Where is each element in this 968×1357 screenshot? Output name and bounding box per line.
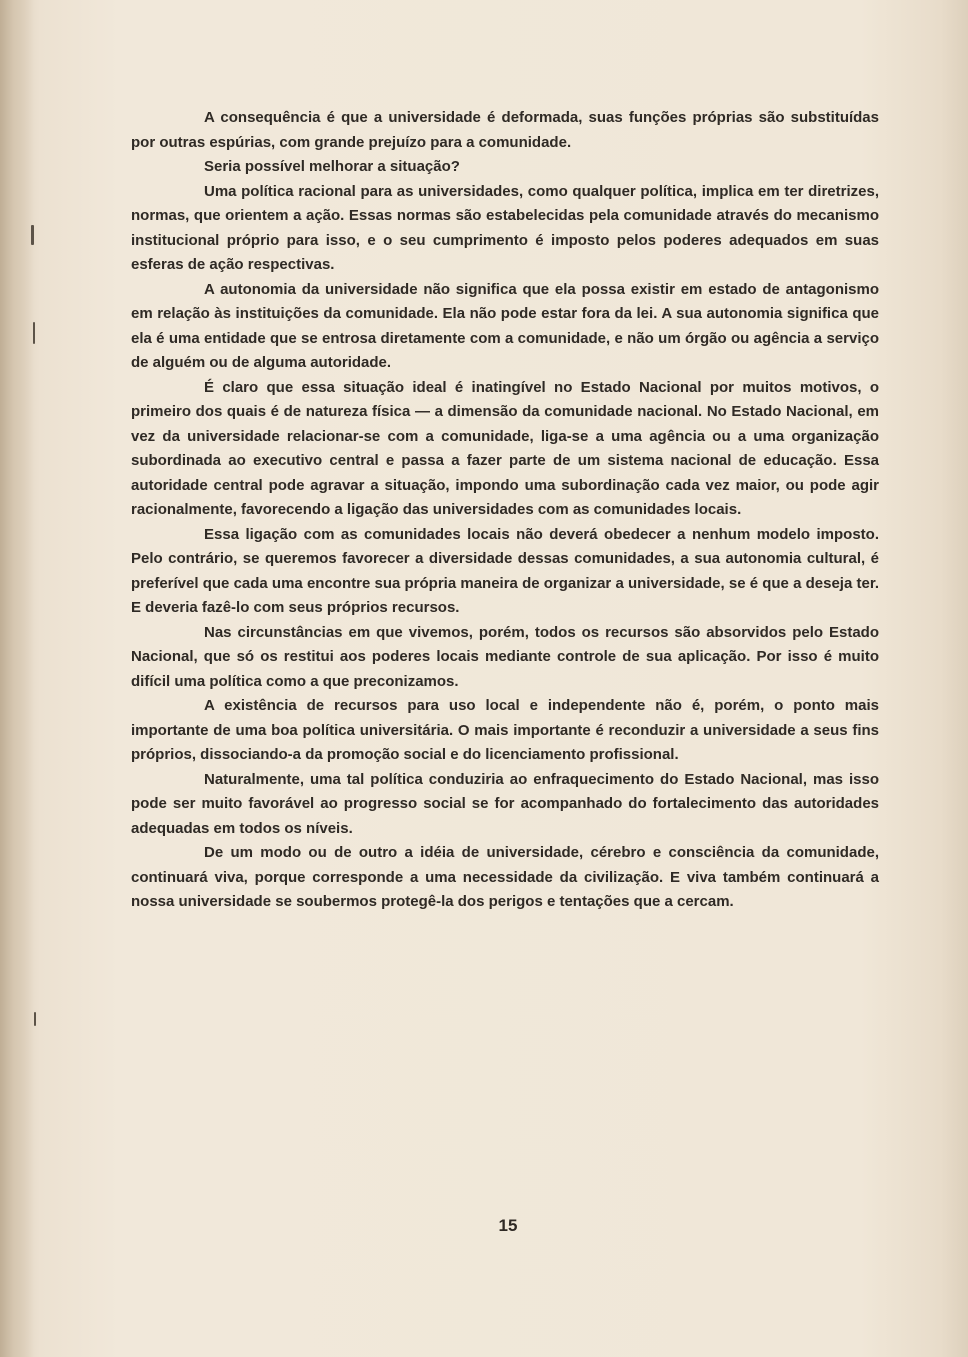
paragraph: De um modo ou de outro a idéia de universidade, cérebro e consciência da comunidade, continuará viva, porque corresponde a uma necessidade da civilização. E viva também continuará a nossa universidade se soubermos protegê-la dos perigos e tentações que a cercam.: [131, 844, 879, 910]
margin-mark: [34, 1012, 36, 1026]
paragraph: A consequência é que a universidade é deformada, suas funções próprias são substituídas por outras espúrias, com grande prejuízo para a comunidade.: [131, 109, 879, 151]
paragraph: É claro que essa situação ideal é inatingível no Estado Nacional por muitos motivos, o primeiro dos quais é de natureza física — a dimensão da comunidade nacional. No Estado Nacional, em vez da universidade relacionar-se com a comunidade, liga-se a uma agência ou a uma organização subordinada ao executivo central e passa a fazer parte de um sistema nacional de educação. Essa autoridade central pode agravar a situação, impondo uma subordinação cada vez maior, ou pode agir racionalmente, favorecendo a ligação das universidades com as comunidades locais.: [131, 378, 879, 518]
margin-mark: [31, 225, 34, 245]
paragraph: Seria possível melhorar a situação?: [204, 158, 460, 175]
page-number: 15: [498, 1216, 518, 1235]
body-text: [131, 106, 879, 915]
paragraph: Essa ligação com as comunidades locais não deverá obedecer a nenhum modelo imposto. Pelo contrário, se queremos favorecer a diversidade dessas comunidades, a sua autonomia cultural, é preferível que cada uma encontre sua própria maneira de organizar a universidade, se é que a deseja ter. E deveria fazê-lo com seus próprios recursos.: [131, 525, 879, 616]
page-spine-shadow: [0, 0, 34, 1357]
paragraph: Nas circunstâncias em que vivemos, porém, todos os recursos são absorvidos pelo Estado Nacional, que só os restitui aos poderes locais mediante controle de sua aplicação. Por isso é muito difícil uma política como a que preconizamos.: [131, 623, 879, 690]
paragraph: Uma política racional para as universidades, como qualquer política, implica em ter diretrizes, normas, que orientem a ação. Essas normas são estabelecidas pela comunidade através do mecanismo institucional próprio para isso, e o seu cumprimento é imposto pelos poderes adequados em suas esferas de ação respectivas.: [131, 182, 879, 273]
paragraph: Naturalmente, uma tal política conduziria ao enfraquecimento do Estado Nacional, mas isso pode ser muito favorável ao progresso social se for acompanhado do fortalecimento das autoridades adequadas em todos os níveis.: [131, 770, 879, 837]
paragraph: A existência de recursos para uso local e independente não é, porém, o ponto mais importante de uma boa política universitária. O mais importante é reconduzir a universidade a seus fins próprios, dissociando-a da promoção social e do licenciamento profissional.: [131, 697, 879, 763]
paragraph: A autonomia da universidade não significa que ela possa existir em estado de antagonismo em relação às instituições da comunidade. Ela não pode estar fora da lei. A sua autonomia significa que ela é uma entidade que se entrosa diretamente com a comunidade, e não um órgão ou agência a serviço de alguém ou de alguma autoridade.: [131, 280, 879, 371]
margin-mark: [33, 322, 35, 344]
